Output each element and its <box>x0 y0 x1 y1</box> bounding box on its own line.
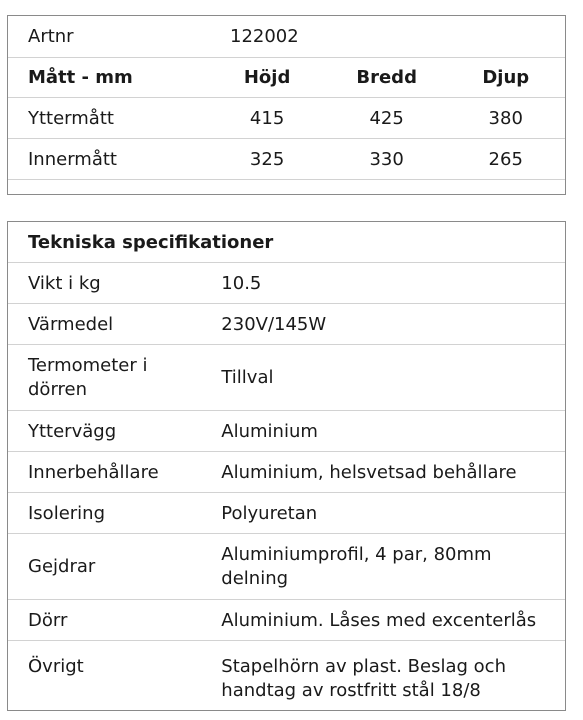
spec-value: Stapelhörn av plast. Beslag och handtag av rostfritt stål 18/8 <box>221 656 506 701</box>
spec-key: Vikt i kg <box>28 272 101 294</box>
specs-title-row <box>8 222 565 263</box>
specs-panel <box>7 221 566 711</box>
table-row <box>8 600 565 641</box>
spec-value: Aluminiumprofil, 4 par, 80mm delning <box>221 543 492 589</box>
header-djup: Djup <box>482 67 530 88</box>
table-row-innermatt <box>8 139 565 180</box>
spec-key: Yttervägg <box>28 420 117 442</box>
table-row <box>8 304 565 345</box>
spec-key: Innerbehållare <box>28 461 159 483</box>
spec-key: Övrigt <box>28 656 84 677</box>
table-row <box>8 411 565 452</box>
header-bredd: Bredd <box>356 67 417 88</box>
specs-title: Tekniska specifikationer <box>28 231 274 253</box>
dimensions-header-label: Mått - mm <box>28 67 133 88</box>
spec-value: Aluminium, helsvetsad behållare <box>221 461 517 483</box>
table-row <box>8 534 565 600</box>
table-row <box>8 641 565 711</box>
table-row <box>8 263 565 304</box>
spec-value: 10.5 <box>221 272 262 294</box>
spec-key: Gejdrar <box>28 555 96 577</box>
spec-value: 230V/145W <box>221 313 327 335</box>
row-hojd: 415 <box>249 107 285 129</box>
spec-value: Tillval <box>221 366 274 388</box>
dimensions-header-row <box>8 58 565 98</box>
dimensions-panel <box>7 15 566 195</box>
table-row <box>8 493 565 534</box>
row-hojd: 325 <box>249 148 285 170</box>
header-hojd: Höjd <box>243 67 291 88</box>
row-label: Yttermått <box>28 107 114 129</box>
artnr-label: Artnr <box>28 26 74 47</box>
table-row <box>8 452 565 493</box>
spec-value: Aluminium <box>221 420 318 442</box>
spec-value: Polyuretan <box>221 502 318 524</box>
spec-key: Värmedel <box>28 313 114 335</box>
row-bredd: 425 <box>369 107 404 129</box>
row-djup: 265 <box>488 148 523 170</box>
row-label: Innermått <box>28 148 117 170</box>
spec-key: Dörr <box>28 609 68 631</box>
artnr-value: 122002 <box>230 26 299 47</box>
spec-key: Termometer i dörren <box>28 354 148 400</box>
spec-value: Aluminium. Låses med excenterlås <box>221 609 537 631</box>
row-djup: 380 <box>488 107 523 129</box>
artnr-row <box>8 16 565 58</box>
spec-key: Isolering <box>28 502 106 524</box>
row-bredd: 330 <box>369 148 404 170</box>
table-row-yttermatt <box>8 98 565 139</box>
table-row <box>8 345 565 411</box>
